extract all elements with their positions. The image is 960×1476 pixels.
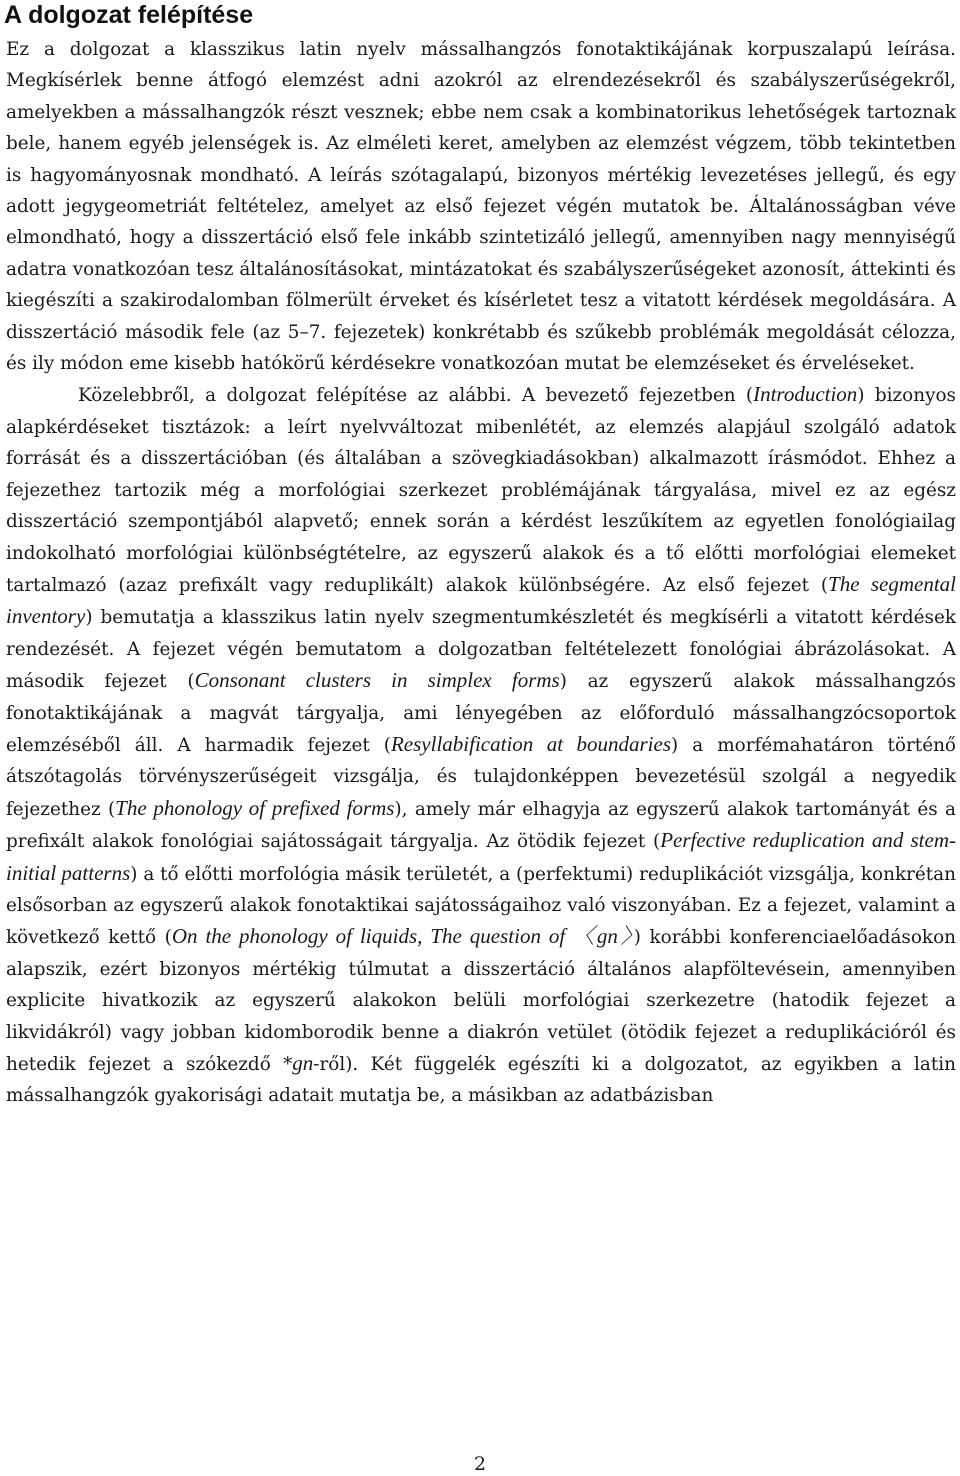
italic-title: Introduction [753, 382, 858, 407]
text-run: Közelebbről, a dolgozat felépítése az alábbi. A bevezető fejezetben ( [78, 385, 754, 407]
section-heading: A dolgozat felépítése [4, 1, 254, 29]
body-text [6, 34, 956, 1112]
italic-title: On the phonology of liquids, The question of 〈gn〉 [171, 924, 634, 949]
italic-title: Resyllabification at boundaries [390, 731, 672, 756]
text-run: ) korábbi konferenciaelőadásokon alapszik, ezért bizonyos mértékig túlmutat a disszertáció általános alapföltevésein, amennyiben explicite hivatkozik az egyszerű alakokon belüli morfológiai szerkezetre (hatodik fejezet a likvidákról) vagy jobban kidomborodik benne a diakrón vetület (ötödik fejezet a reduplikációról és hetedik fejezet a szókezdő * [6, 927, 956, 1075]
text-run: ) az egyszerű alakok mássalhangzós fonotaktikájának a magvát tárgyalja, ami lényegében az előforduló mássalhangzócsoportok elemzéséből áll. A harmadik fejezet ( [6, 671, 956, 756]
text-run: ) a tő előtti morfológia másik területét, a (perfektumi) reduplikációt vizsgálja, konkrétan elsősorban az egyszerű alakok fonotaktikai sajátosságaihoz való viszonyában. Ez a fejezet, valamint a következő kettő ( [6, 863, 956, 949]
text-run: ) bemutatja a klasszikus latin nyelv szegmentumkészletét és megkísérli a vitatott kérdések rendezését. A fejezet végén bemutatom a dolgozatban feltételezett fonológiai ábrázolásokat. A második fejezet ( [6, 607, 956, 693]
text-run: Ez a dolgozat a klasszikus latin nyelv mássalhangzós fonotaktikájának korpuszalapú leírása. Megkísérlek benne átfogó elemzést adni azokról az elrendezésekről és szabályszerűségekről, amelyekben a mássalhangzók részt vesznek; ebbe nem csak a kombinatorikus lehetőségek tartoznak bele, hanem egyéb jelenségek is. Az elméleti keret, amelyben az elemzést végzem, több tekintetben is hagyományosnak mondható. A leírás szótagalapú, bizonyos mértékig levezetéses jellegű, és egy adott jegygeometriát feltételez, amelyet az első fejezet végén mutatok be. Általánosságban véve elmondható, hogy a disszertáció első fele inkább szintetizáló jellegű, amennyiben nagy mennyiségű adatra vonatkozóan tesz általánosításokat, mintázatokat és szabályszerűségeket azonosít, áttekinti és kiegészíti a szakirodalomban fölmerült érveket és kísérletet tesz a vitatott kérdések megoldására. A disszertáció második fele (az 5–7. fejezetek) konkrétabb és szűkebb problémák megoldását célozza, és ily módon eme kisebb hatókörű kérdésekre vonatkozóan mutat be elemzéseket és érveléseket. [6, 39, 956, 375]
text-run: -ről). Két függelék egészíti ki a dolgozatot, az egyikben a latin mássalhangzók gyakorisági adatait mutatja be, a másikban az adatbázisban [6, 1054, 956, 1107]
italic-title: The phonology of prefixed forms [115, 795, 395, 820]
text-run: ) a morfémahatáron történő átszótagolás törvényszerűségeit vizsgálja, és tulajdonképpen bevezetésül szolgál a negyedik fejezethez ( [6, 734, 956, 820]
italic-title: Consonant clusters in simplex forms [194, 668, 560, 693]
paragraph [6, 379, 956, 1111]
paragraph [6, 34, 956, 379]
text-run: ), amely már elhagyja az egyszerű alakok tartományát és a prefixált alakok fonológiai sajátosságait tárgyalja. Az ötödik fejezet ( [6, 798, 956, 853]
italic-title: The segmental inventory [6, 571, 956, 629]
italic-title: Perfective reduplication and stem-initial patterns [6, 828, 956, 885]
text-run: ) bizonyos alapkérdéseket tisztázok: a leírt nyelvváltozat mibenlétét, az elemzés alapjául szolgáló adatok forrását és a disszertációban (és általában a szövegkiadásokban) alkalmazott írásmódot. Ehhez a fejezethez tartozik még a morfológiai szerkezet problémájának tárgyalása, mivel ez az egész disszertáció szempontjából alapvető; ennek során a kérdést leszűkítem az egyetlen fonológiailag indokolható morfológiai különbségtételre, az egyszerű alakok és a tő előtti morfológiai elemeket tartalmazó (azaz prefixált vagy reduplikált) alakok különbségére. Az első fejezet ( [6, 385, 956, 596]
page-number: 2 [473, 1453, 487, 1475]
italic-title: gn [292, 1051, 314, 1075]
